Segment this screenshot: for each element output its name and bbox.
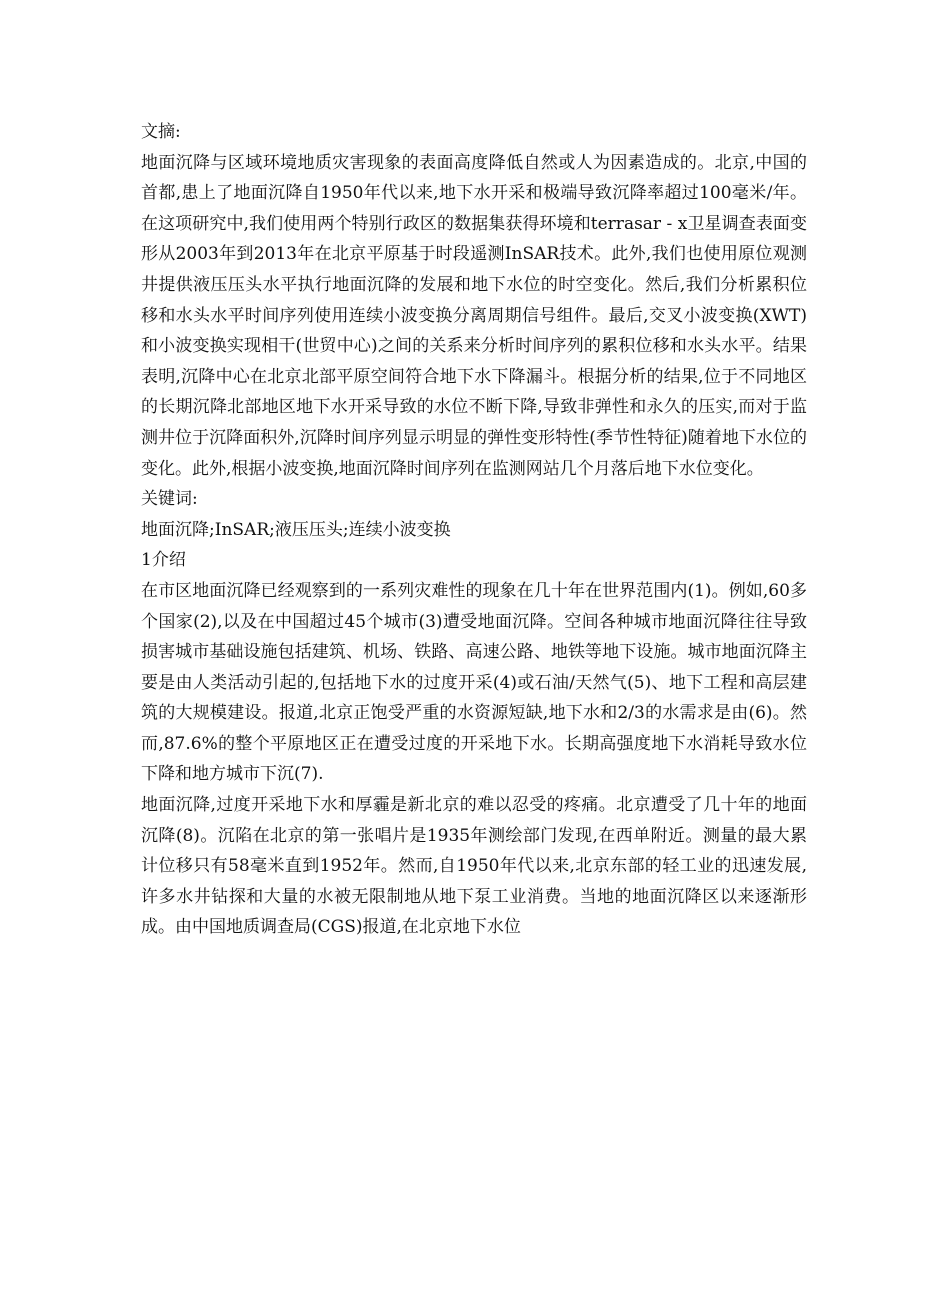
introduction-paragraph-1: 在市区地面沉降已经观察到的一系列灾难性的现象在几十年在世界范围内(1)。例如,60多个国家(2),以及在中国超过45个城市(3)遭受地面沉降。空间各种城市地面沉降往往导致损害城市基础设施包括建筑、机场、铁路、高速公路、地铁等地下设施。城市地面沉降主要是由人类活动引起的,包括地下水的过度开采(4)或石油/天然气(5)、地下工程和高层建筑的大规模建设。报道,北京正饱受严重的水资源短缺,地下水和2/3的水需求是由(6)。然而,87.6%的整个平原地区正在遭受过度的开采地下水。长期高强度地下水消耗导致水位下降和地方城市下沉(7).: [141, 580, 807, 785]
introduction-heading: 1介绍: [141, 550, 186, 571]
introduction-paragraph-2: 地面沉降,过度开采地下水和厚霾是新北京的难以忍受的疼痛。北京遭受了几十年的地面沉降(8)。沉陷在北京的第一张唱片是1935年测绘部门发现,在西单附近。测量的最大累计位移只有58毫米直到1952年。然而,自1950年代以来,北京东部的轻工业的迅速发展,许多水井钻探和大量的水被无限制地从地下泵工业消费。当地的地面沉降区以来逐渐形成。由中国地质调查局(CGS)报道,在北京地下水位: [141, 795, 807, 938]
abstract-heading: 文摘:: [141, 122, 181, 142]
abstract-body: 地面沉降与区域环境地质灾害现象的表面高度降低自然或人为因素造成的。北京,中国的首都,患上了地面沉降自1950年代以来,地下水开采和极端导致沉降率超过100毫米/年。在这项研究中,我们使用两个特别行政区的数据集获得环境和terrasar - x卫星调查表面变形从2003年到2013年在北京平原基于时段遥测InSAR技术。此外,我们也使用原位观测井提供液压压头水平执行地面沉降的发展和地下水位的时空变化。然后,我们分析累积位移和水头水平时间序列使用连续小波变换分离周期信号组件。最后,交叉小波变换(XWT)和小波变换实现相干(世贸中心)之间的关系来分析时间序列的累积位移和水头水平。结果表明,沉降中心在北京北部平原空间符合地下水下降漏斗。根据分析的结果,位于不同地区的长期沉降北部地区地下水开采导致的水位不断下降,导致非弹性和永久的压实,而对于监测井位于沉降面积外,沉降时间序列显示明显的弹性变形特性(季节性特征)随着地下水位的变化。此外,根据小波变换,地面沉降时间序列在监测网站几个月落后地下水位变化。: [141, 152, 807, 479]
keywords-heading: 关键词:: [141, 489, 198, 510]
keywords-body: 地面沉降;InSAR;液压压头;连续小波变换: [141, 519, 451, 540]
document-page: [141, 117, 807, 943]
